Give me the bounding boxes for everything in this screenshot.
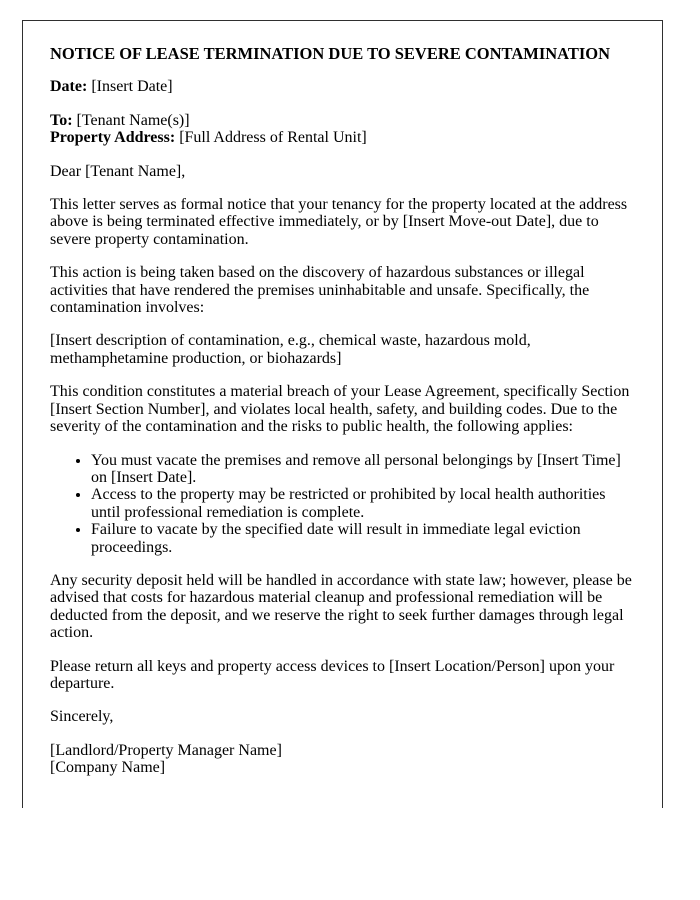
date-label: Date: xyxy=(50,78,88,96)
signature-block xyxy=(50,742,633,777)
bullet-item-eviction: • Failure to vacate by the specified date will result in immediate legal eviction proceedings. xyxy=(91,521,633,556)
closing-paragraph-keys: Please return all keys and property access devices to [Insert Location/Person] upon your departure. xyxy=(50,657,615,692)
bullet-item-vacate: • You must vacate the premises and remove all personal belongings by [Insert Time] on [Insert Date]. xyxy=(91,452,633,487)
letter-title: NOTICE OF LEASE TERMINATION DUE TO SEVERE CONTAMINATION xyxy=(50,44,611,63)
signature-company: [Company Name] xyxy=(50,759,166,777)
date-line xyxy=(50,78,633,95)
contamination-description: [Insert description of contamination, e.g., chemical waste, hazardous mold, methamphetamine production, or biohazards] xyxy=(50,332,531,367)
signoff: Sincerely, xyxy=(50,708,114,726)
date-value: [Insert Date] xyxy=(91,78,173,96)
signature-name: [Landlord/Property Manager Name] xyxy=(50,741,282,759)
to-value: [Tenant Name(s)] xyxy=(76,111,190,129)
bullet-list xyxy=(50,452,633,556)
salutation: Dear [Tenant Name], xyxy=(50,162,186,180)
property-address-value: [Full Address of Rental Unit] xyxy=(179,129,367,147)
body-paragraph-2: This action is being taken based on the discovery of hazardous substances or illegal activities that have rendered the premises uninhabitable and unsafe. Specifically, the contamination involves: xyxy=(50,264,590,317)
body-paragraph-3: This condition constitutes a material breach of your Lease Agreement, specifically Section [Insert Section Number], and violates local health, safety, and building codes. Due to the severity of the contamination and the risks to public health, the following applies: xyxy=(50,383,630,436)
recipient-block xyxy=(50,112,633,147)
property-address-label: Property Address: xyxy=(50,129,176,147)
property-address-line xyxy=(50,129,633,146)
to-label: To: xyxy=(50,111,73,129)
to-line xyxy=(50,112,633,129)
body-paragraph-1: This letter serves as formal notice that your tenancy for the property located at the address above is being terminated effective immediately, or by [Insert Move-out Date], due to severe property contamination. xyxy=(50,196,628,248)
bullet-item-access: • Access to the property may be restricted or prohibited by local health authorities until professional remediation is complete. xyxy=(91,486,633,521)
letter-document xyxy=(22,20,663,808)
closing-paragraph-deposit: Any security deposit held will be handled in accordance with state law; however, please be advised that costs for hazardous material cleanup and professional remediation will be deducted from the deposit, and we reserve the right to seek further damages through legal action. xyxy=(50,571,632,642)
